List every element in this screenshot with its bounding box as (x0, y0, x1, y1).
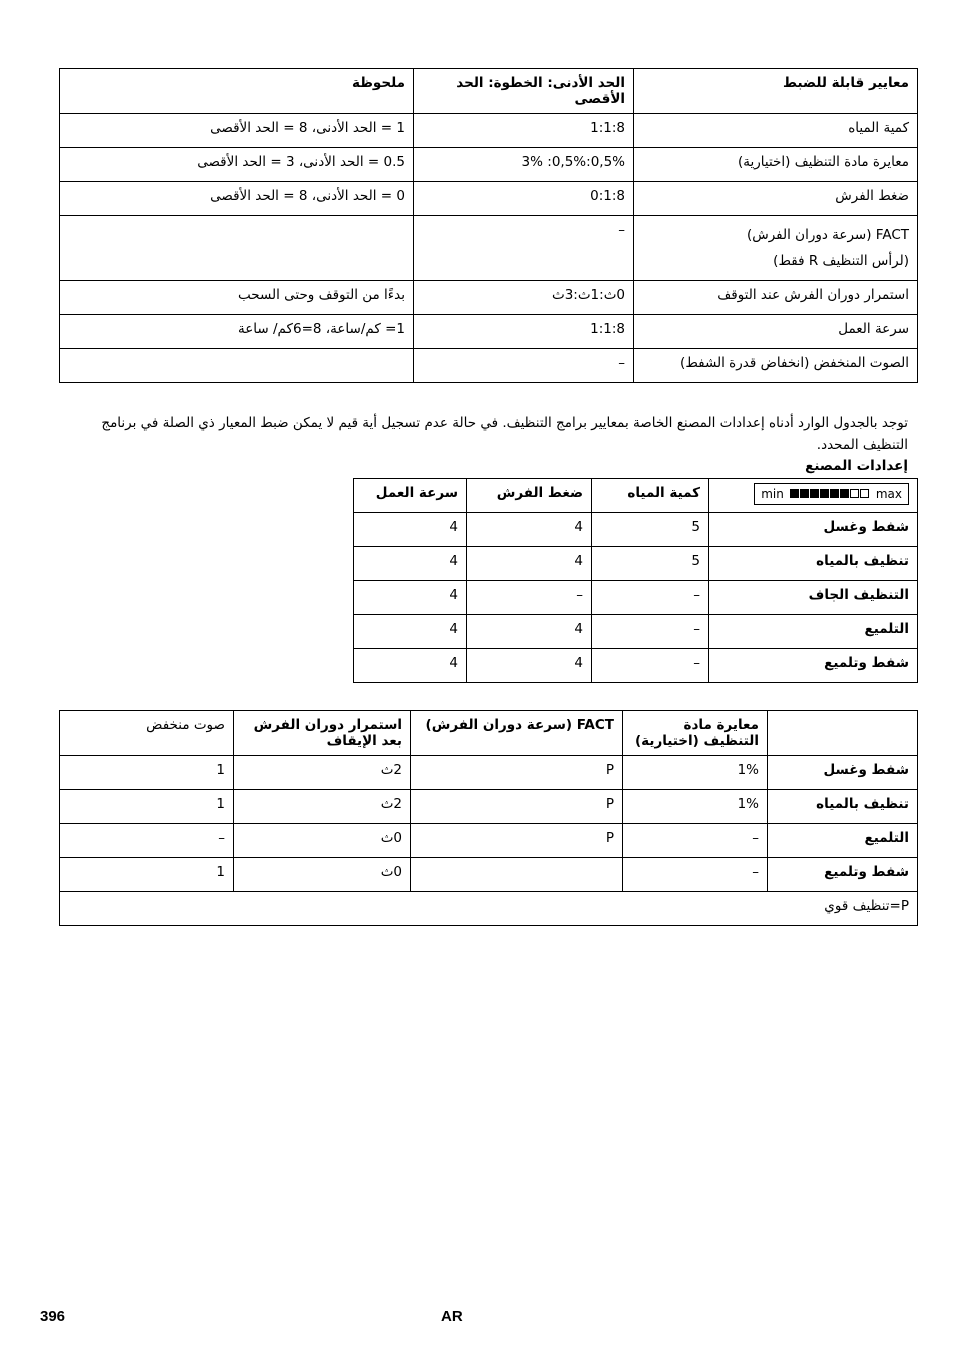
parameter-note: بدءًا من التوقف وحتى السحب (60, 281, 414, 315)
cell-value: 1% (623, 790, 768, 824)
table-row (60, 148, 918, 182)
program-options-table (59, 710, 918, 926)
cell-value: 4 (354, 615, 467, 649)
table-row (354, 513, 918, 547)
scale-square-filled (800, 489, 809, 498)
column-header: ملحوظة (60, 69, 414, 114)
column-header: استمرار دوران الفرش بعد الإيقاف (234, 711, 411, 756)
parameter-name: معايرة مادة التنظيف (اختيارية) (634, 148, 918, 182)
column-header: الحد الأدنى: الخطوة: الحد الأقصى (414, 69, 634, 114)
cell-value: 4 (354, 649, 467, 683)
column-header: معايرة مادة التنظيف (اختيارية) (623, 711, 768, 756)
cell-value: P (411, 790, 623, 824)
language-code: AR (441, 1308, 463, 1325)
program-name: تنظيف بالمياه (768, 790, 918, 824)
program-name: التلميع (768, 824, 918, 858)
program-name: شفط وتلميع (709, 649, 918, 683)
table-row (60, 858, 918, 892)
table-row (60, 216, 918, 281)
cell-value: 0ث (234, 824, 411, 858)
column-header: FACT (سرعة دوران الفرش) (411, 711, 623, 756)
scale-square-empty (860, 489, 869, 498)
table-header-row (60, 69, 918, 114)
adjustable-parameters-table (59, 68, 918, 383)
cell-value: 4 (467, 649, 592, 683)
scale-square-filled (840, 489, 849, 498)
table-row (60, 315, 918, 349)
scale-squares (790, 487, 870, 501)
intro-paragraph: توجد بالجدول الوارد أدناه إعدادات المصنع الخاصة بمعايير برامج التنظيف. في حالة عدم تسجيل أية قيم لا يمكن ضبط المعيار ذي الصلة في برنامج التنظيف المحدد. (101, 415, 908, 453)
table-row (354, 649, 918, 683)
scale-square-empty (850, 489, 859, 498)
cell-value: 0ث (234, 858, 411, 892)
factory-settings-table (353, 478, 918, 683)
cell-value: 1 (60, 858, 234, 892)
column-header: ضغط الفرش (467, 479, 592, 513)
parameter-range: 0ث:1ث:3ث (414, 281, 634, 315)
cell-value: 4 (354, 581, 467, 615)
parameter-name: استمرار دوران الفرش عند التوقف (634, 281, 918, 315)
table-footnote-row (60, 892, 918, 926)
program-name: التنظيف الجاف (709, 581, 918, 615)
cell-value: – (592, 649, 709, 683)
column-header: صوت منخفض (60, 711, 234, 756)
cell-value: 1 (60, 790, 234, 824)
program-name: شفط وغسل (709, 513, 918, 547)
scale-square-filled (830, 489, 839, 498)
table-row (60, 349, 918, 383)
cell-value: 2ث (234, 756, 411, 790)
parameter-name: FACT (سرعة دوران الفرش) (لرأس التنظيف R فقط) (634, 216, 918, 281)
parameter-name: سرعة العمل (634, 315, 918, 349)
cell-value: 4 (467, 547, 592, 581)
table-row (354, 615, 918, 649)
cell-value: – (623, 858, 768, 892)
cell-value: – (60, 824, 234, 858)
cell-value: P (411, 756, 623, 790)
cell-value: 4 (354, 513, 467, 547)
column-header: سرعة العمل (354, 479, 467, 513)
table-row (60, 824, 918, 858)
cell-value: 5 (592, 547, 709, 581)
cell-value: – (592, 581, 709, 615)
parameter-note (60, 216, 414, 281)
scale-max-label: max (875, 487, 902, 501)
scale-square-filled (790, 489, 799, 498)
program-name: شفط وتلميع (768, 858, 918, 892)
factory-settings-heading: إعدادات المصنع (805, 458, 908, 474)
cell-value: 1% (623, 756, 768, 790)
scale-min-label: min (761, 487, 784, 501)
table-row (60, 281, 918, 315)
parameter-name: الصوت المنخفض (انخفاض قدرة الشفط) (634, 349, 918, 383)
cell-value: 1 (60, 756, 234, 790)
page-number: 396 (40, 1308, 66, 1325)
table-header-row (60, 711, 918, 756)
table-row (60, 756, 918, 790)
program-name: تنظيف بالمياه (709, 547, 918, 581)
cell-value: 2ث (234, 790, 411, 824)
parameter-name: ضغط الفرش (634, 182, 918, 216)
column-header: معايير قابلة للضبط (634, 69, 918, 114)
parameter-range: – (414, 216, 634, 281)
parameter-note: 0.5 = الحد الأدنى، 3 = الحد الأقصى (60, 148, 414, 182)
column-header (768, 711, 918, 756)
cell-value: 4 (467, 615, 592, 649)
parameter-name: كمية المياه (634, 114, 918, 148)
cell-value (411, 858, 623, 892)
parameter-note: 0 = الحد الأدنى، 8 = الحد الأقصى (60, 182, 414, 216)
table-row (354, 581, 918, 615)
program-name: التلميع (709, 615, 918, 649)
parameter-range: 1:1:8 (414, 315, 634, 349)
parameter-range: 0:1:8 (414, 182, 634, 216)
cell-value: – (592, 615, 709, 649)
cell-value: 4 (354, 547, 467, 581)
cell-value: – (467, 581, 592, 615)
scale-header (709, 479, 918, 513)
table-row (354, 547, 918, 581)
parameter-note (60, 349, 414, 383)
table-row (60, 182, 918, 216)
cell-value: P (411, 824, 623, 858)
parameter-note: 1= كم/ساعة، 8=6كم/ ساعة (60, 315, 414, 349)
scale-square-filled (810, 489, 819, 498)
parameter-range: – (414, 349, 634, 383)
parameter-note: 1 = الحد الأدنى، 8 = الحد الأقصى (60, 114, 414, 148)
cell-value: 5 (592, 513, 709, 547)
program-name: شفط وغسل (768, 756, 918, 790)
cell-value: – (623, 824, 768, 858)
table-header-row (354, 479, 918, 513)
scale-square-filled (820, 489, 829, 498)
table-row (60, 790, 918, 824)
parameter-range: 1:1:8 (414, 114, 634, 148)
cell-value: 4 (467, 513, 592, 547)
parameter-range: 0,5%:0,5%: 3% (414, 148, 634, 182)
column-header: كمية المياه (592, 479, 709, 513)
table-footnote: P=تنظيف قوي (60, 892, 918, 926)
level-scale (754, 483, 909, 505)
table-row (60, 114, 918, 148)
